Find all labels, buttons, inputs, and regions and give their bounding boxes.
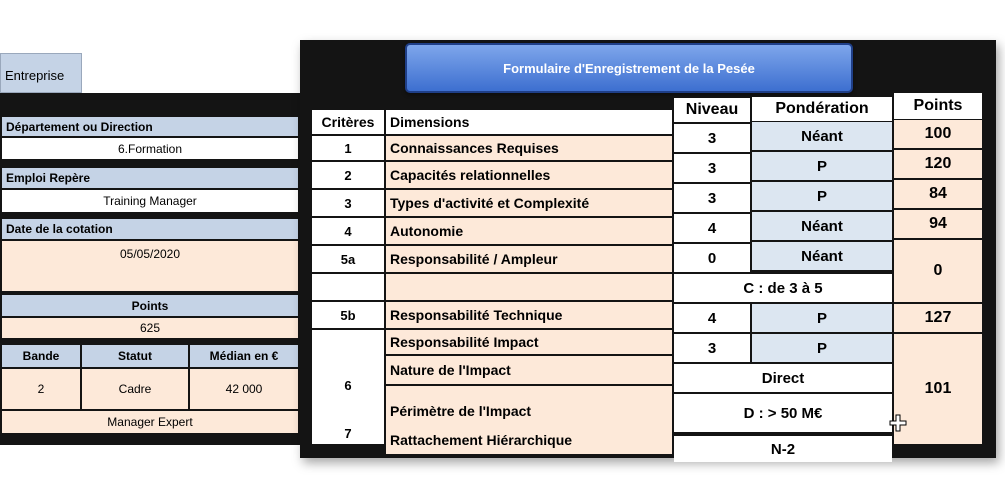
header-points: Points (894, 93, 982, 119)
points-cell: 84 (894, 180, 982, 208)
summary-panel (0, 93, 300, 445)
points-cell: 0 (894, 240, 982, 302)
date-value[interactable]: 05/05/2020 (2, 241, 298, 291)
level-value: Manager Expert (2, 411, 298, 433)
points-cell: 101 (894, 334, 982, 444)
band-header: Bande (2, 345, 80, 367)
department-value[interactable]: 6.Formation (2, 138, 298, 159)
header-level: Niveau (674, 98, 750, 122)
criterion-cell: 3 (312, 190, 384, 216)
impact-perimeter-cell[interactable]: D : > 50 M€ (674, 394, 892, 432)
criterion-spacer (312, 274, 384, 300)
points-cell: 100 (894, 120, 982, 148)
dimension-cell: Autonomie (386, 218, 672, 244)
weighting-cell[interactable]: P (752, 182, 892, 210)
status-value: Cadre (80, 369, 188, 409)
weighting-cell[interactable]: P (752, 152, 892, 180)
median-header: Médian en € (188, 345, 298, 367)
median-value: 42 000 (188, 369, 298, 409)
status-header: Statut (80, 345, 188, 367)
header-dimensions: Dimensions (386, 110, 672, 134)
level-cell[interactable]: 3 (674, 184, 750, 212)
criterion-cell: 1 (312, 136, 384, 160)
points-total: 625 (2, 318, 298, 338)
dimension-cell: Nature de l'Impact (386, 356, 672, 384)
dimension-spacer (386, 274, 672, 300)
points-cell: 94 (894, 210, 982, 238)
header-criteria: Critères (312, 110, 384, 134)
dimension-cell: Périmètre de l'Impact (386, 386, 672, 436)
header-weighting: Pondération (752, 97, 892, 121)
weighting-cell[interactable]: Néant (752, 242, 892, 270)
dimension-cell: Types d'activité et Complexité (386, 190, 672, 216)
job-label: Emploi Repère (2, 168, 298, 188)
level-cell[interactable]: 3 (674, 154, 750, 182)
form-title-button[interactable]: Formulaire d'Enregistrement de la Pesée (405, 43, 853, 93)
dimension-cell: Responsabilité Impact (386, 330, 672, 354)
level-cell[interactable]: 4 (674, 214, 750, 242)
dimension-cell: Responsabilité / Ampleur (386, 246, 672, 272)
level-cell[interactable]: 3 (674, 334, 750, 362)
dimension-cell: Connaissances Requises (386, 136, 672, 160)
band-table-row (2, 369, 298, 409)
criterion-cell: 5a (312, 246, 384, 272)
department-label: Département ou Direction (2, 117, 298, 136)
criterion-cell: 5b (312, 302, 384, 328)
weighting-cell[interactable]: Néant (752, 122, 892, 150)
weighting-cell[interactable]: Néant (752, 212, 892, 240)
dimension-cell: Responsabilité Technique (386, 302, 672, 328)
level-cell[interactable]: 4 (674, 304, 750, 332)
points-label: Points (2, 295, 298, 316)
criterion-cell: 7 (312, 422, 384, 444)
level-cell[interactable]: 3 (674, 124, 750, 152)
band-value: 2 (2, 369, 80, 409)
weighing-form (300, 40, 996, 458)
hierarchy-cell[interactable]: N-2 (674, 436, 892, 462)
band-table-header (2, 345, 298, 367)
range-cell: C : de 3 à 5 (674, 274, 892, 302)
date-label: Date de la cotation (2, 219, 298, 239)
job-value[interactable]: Training Manager (2, 190, 298, 212)
level-cell[interactable]: 0 (674, 244, 750, 272)
weighting-cell[interactable]: P (752, 334, 892, 362)
cross-cursor-icon (889, 414, 907, 432)
tab-entreprise[interactable]: Entreprise (0, 53, 82, 93)
impact-nature-cell[interactable]: Direct (674, 364, 892, 392)
points-cell: 120 (894, 150, 982, 178)
weighting-cell[interactable]: P (752, 304, 892, 332)
dimension-cell: Capacités relationnelles (386, 162, 672, 188)
dimension-cell: Rattachement Hiérarchique (386, 426, 672, 454)
points-cell: 127 (894, 304, 982, 332)
criterion-cell: 6 (312, 330, 384, 440)
criterion-cell: 2 (312, 162, 384, 188)
criterion-cell: 4 (312, 218, 384, 244)
